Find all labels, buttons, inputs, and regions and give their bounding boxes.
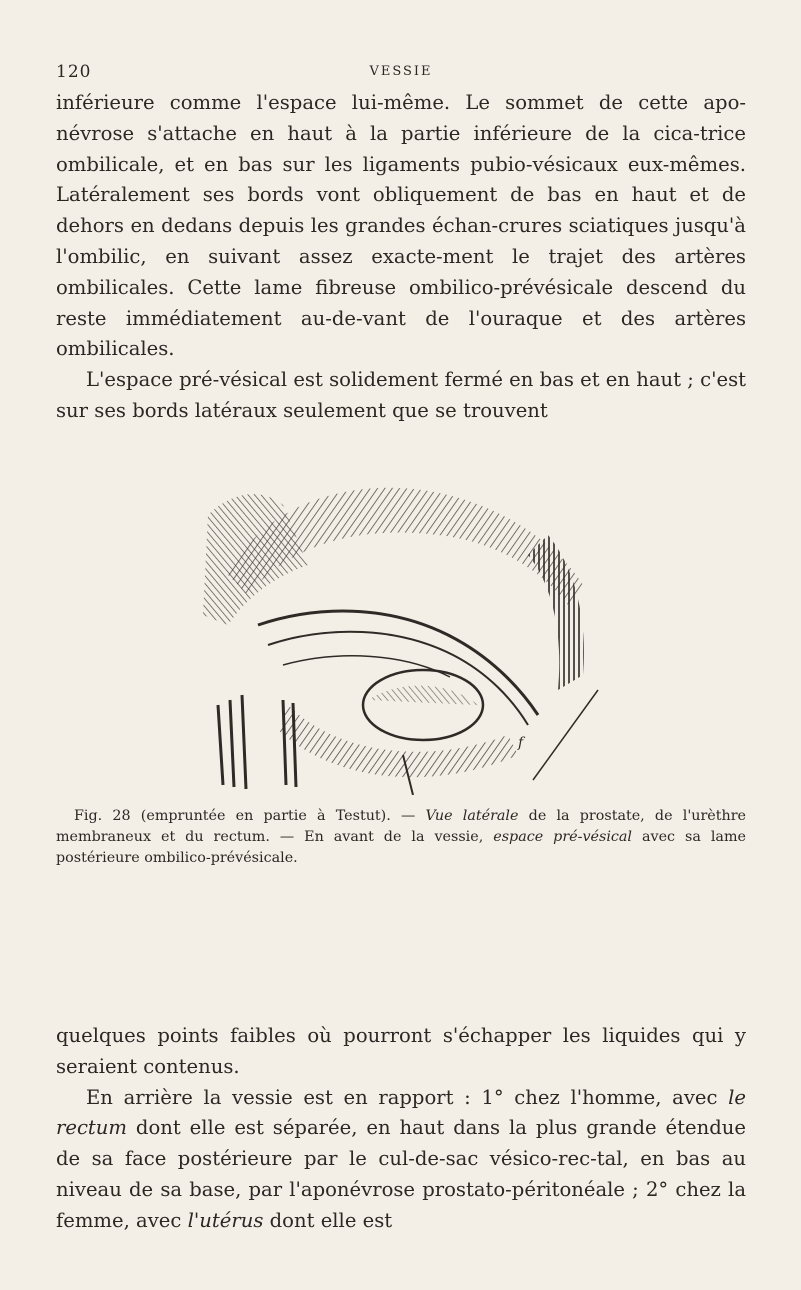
running-title: VESSIE xyxy=(369,64,433,79)
paragraph-1: inférieure comme l'espace lui-même. Le sommet de cette apo-névrose s'attache en haut à la partie inférieure de la cica-trice ombilicale, et en bas sur les ligaments pubio-vésicaux eux-mêmes. Latéralement ses bords vont obliquement de bas en haut et de dehors en dedans depuis les grandes échan-crures sciatiques jusqu'à l'ombilic, en suivant assez exacte-ment le trajet des artères ombilicales. Cette lame fibreuse ombilico-prévésicale descend du reste immédiatement au-de-vant de l'ouraque et des artères ombilicales. xyxy=(56,91,746,361)
caption-text-2: avec sa lame postérieure ombilico-prévésicale. xyxy=(56,829,746,866)
figure-label: f xyxy=(518,735,524,751)
lower-left-strokes xyxy=(218,695,296,789)
caption-lead: Fig. 28 (empruntée en partie à Testut). — xyxy=(74,808,426,824)
paragraph-4-part-2: dont elle est séparée, en haut dans la plus grande étendue de sa face postérieure par le cul-de-sac vésico-rec-tal, en bas au niveau de sa base, par l'aponévrose prostato-péritonéale ; 2° chez la femme, avec xyxy=(56,1116,746,1232)
right-guide-line xyxy=(533,690,598,780)
paragraph-4-italic-2: l'utérus xyxy=(187,1208,264,1232)
caption-text-1: de la prostate, de l'urèthre membraneux et du rectum. — En avant de la vessie, xyxy=(56,808,746,845)
figure-illustration xyxy=(188,455,608,795)
right-column xyxy=(528,535,584,690)
paragraph-4-italic-1: le rectum xyxy=(56,1085,746,1140)
page-number: 120 xyxy=(56,62,92,82)
lower-text-block xyxy=(56,1021,746,1237)
paragraph-4-part-3: dont elle est xyxy=(263,1208,393,1232)
paragraph-2: L'espace pré-vésical est solidement fermé en bas et en haut ; c'est sur ses bords latéraux seulement que se trouvent xyxy=(56,368,746,422)
central-organ xyxy=(363,670,483,740)
caption-italic-1: Vue latérale xyxy=(425,808,519,824)
lower-mass xyxy=(278,705,518,777)
paragraph-3: quelques points faibles où pourront s'échapper les liquides qui y seraient contenus. xyxy=(56,1024,746,1078)
running-head xyxy=(56,62,746,88)
paragraph-4 xyxy=(56,1083,746,1237)
figure-caption xyxy=(56,806,746,869)
anatomical-figure xyxy=(188,455,608,795)
caption-italic-2: espace pré-vésical xyxy=(493,829,632,845)
paragraph-4-part-1: En arrière la vessie est en rapport : 1° chez l'homme, avec xyxy=(86,1085,729,1109)
upper-text-block xyxy=(56,88,746,427)
